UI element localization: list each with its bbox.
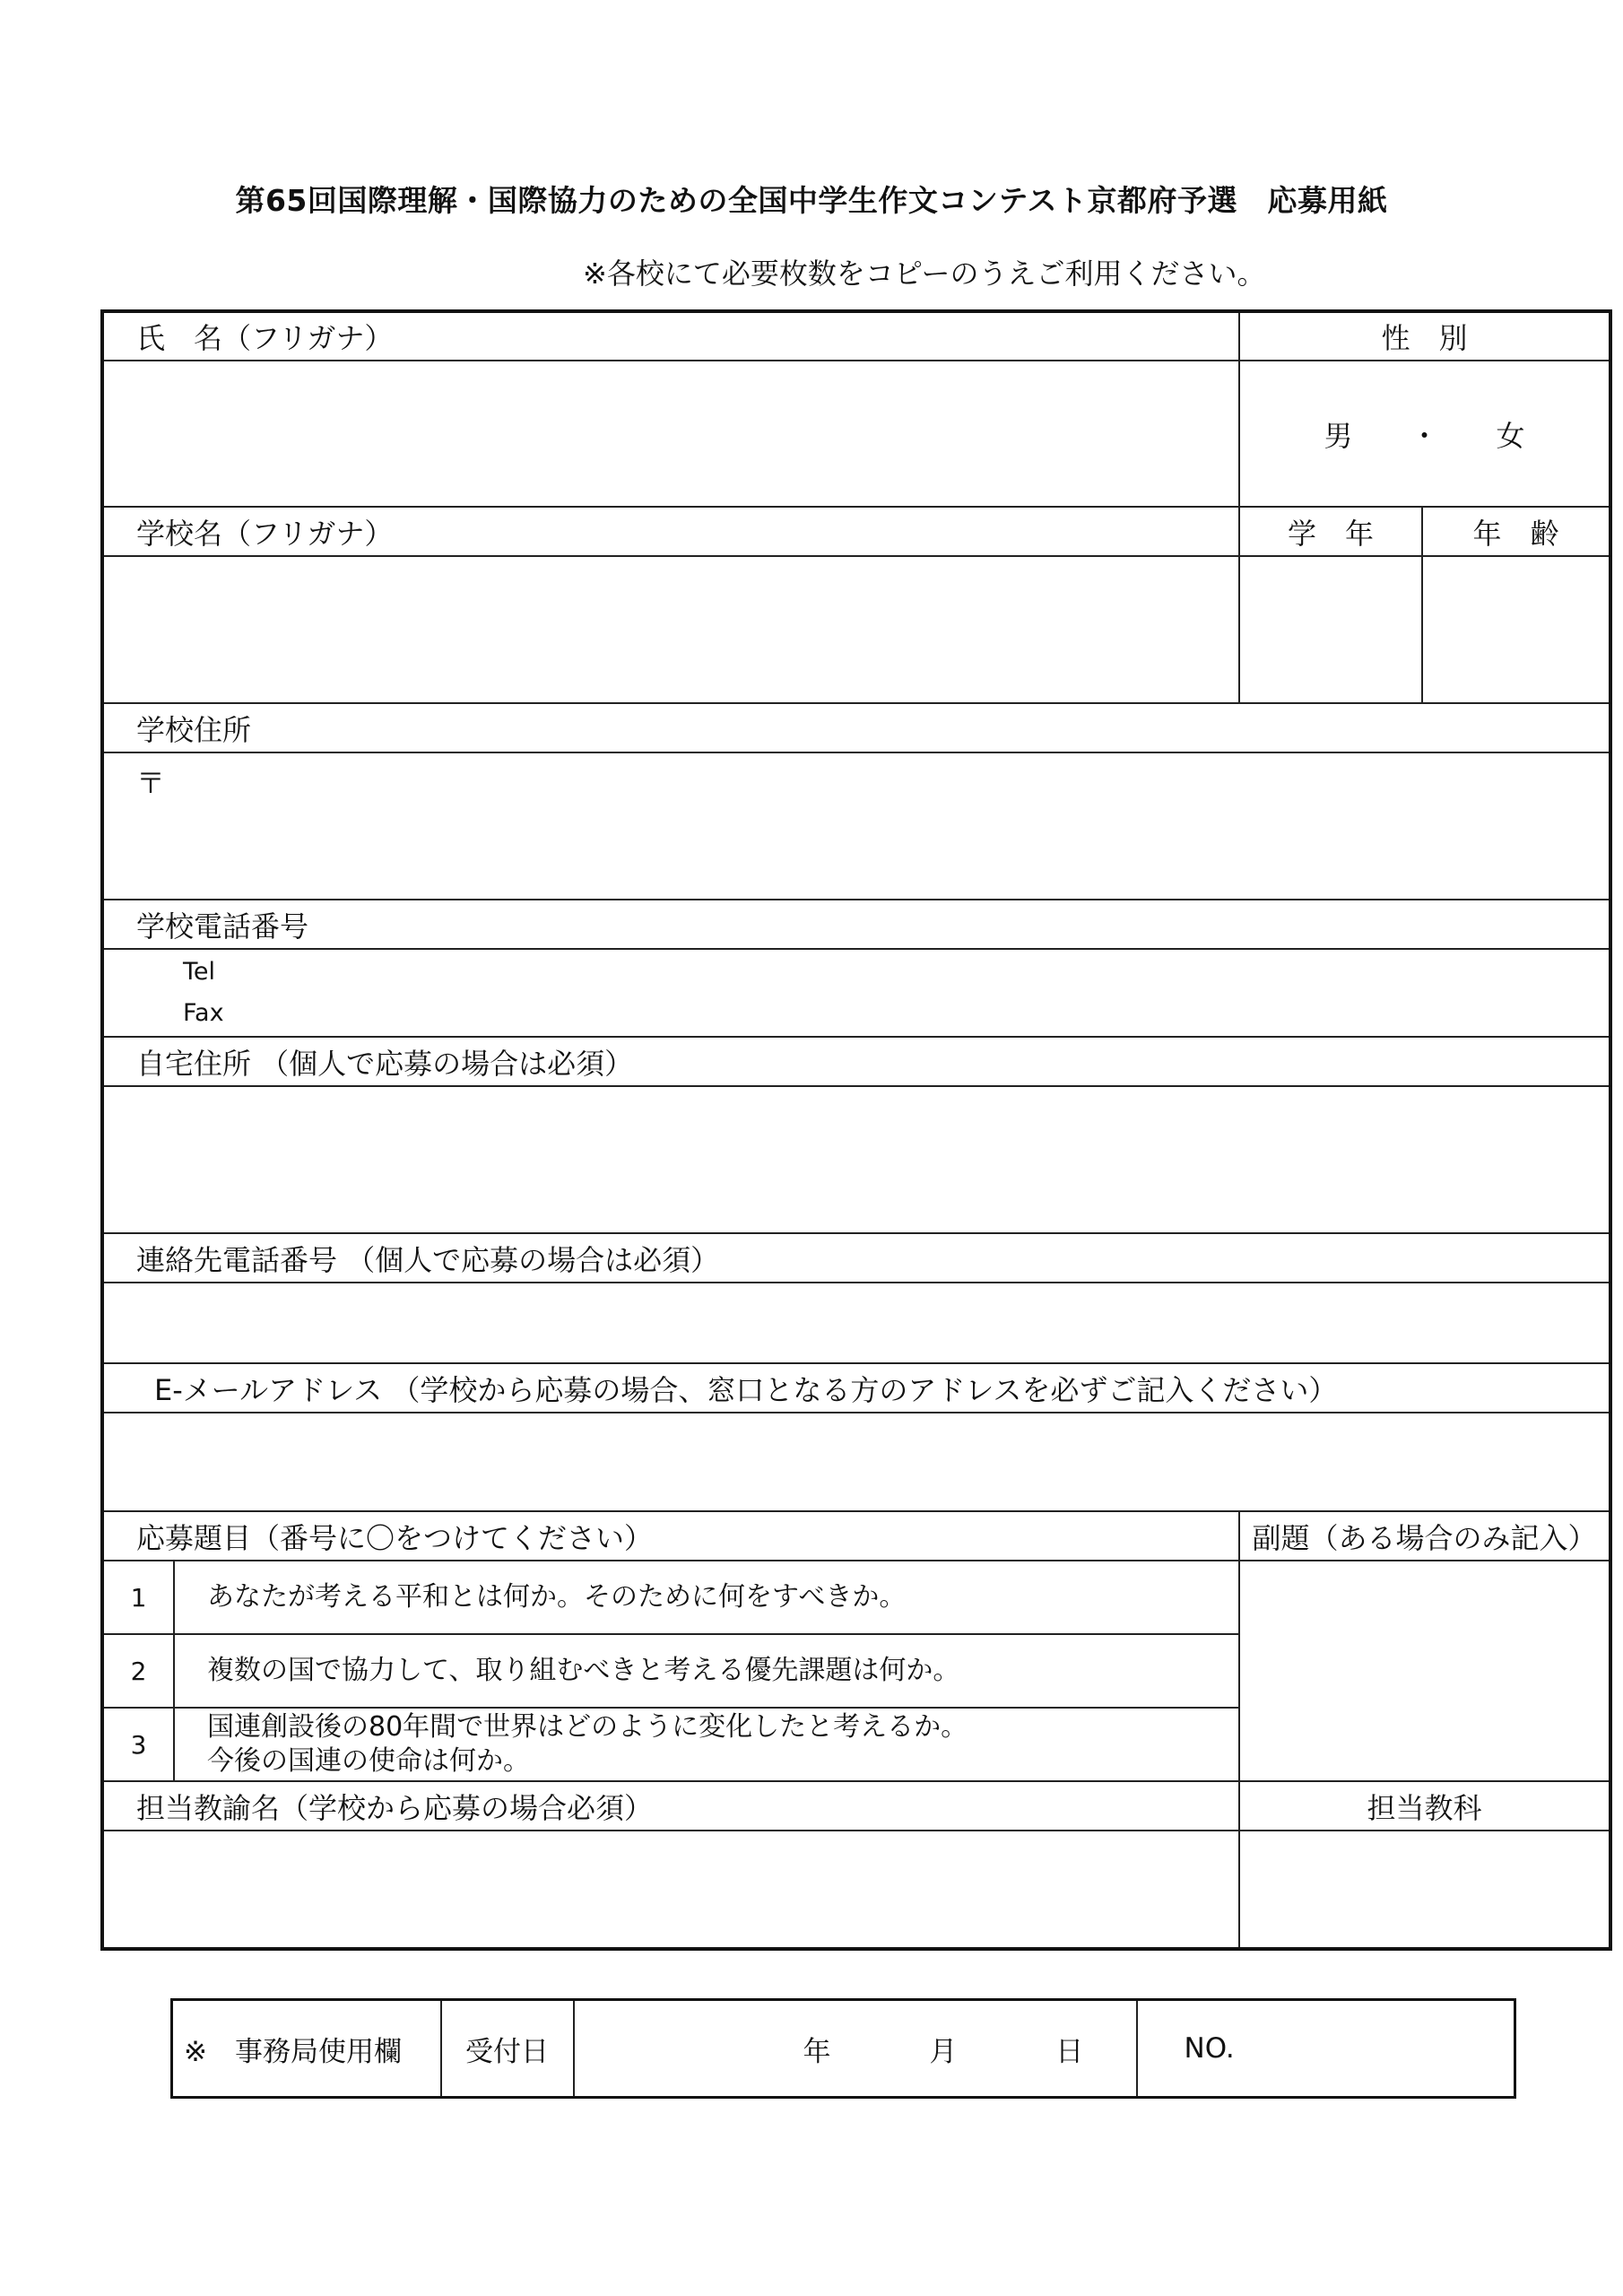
theme-label: 応募題目（番号に〇をつけてください） xyxy=(102,1511,1239,1561)
tel-label: Tel xyxy=(183,958,216,986)
school-name-field[interactable] xyxy=(102,556,1239,703)
subject-label: 担当教科 xyxy=(1239,1781,1610,1831)
fax-label: Fax xyxy=(183,999,224,1027)
school-name-label: 学校名（フリガナ） xyxy=(102,507,1239,556)
age-label: 年 齢 xyxy=(1422,507,1610,556)
year-label: 年 xyxy=(803,2035,831,2068)
name-field[interactable] xyxy=(102,361,1239,507)
day-label: 日 xyxy=(1055,2035,1084,2068)
month-label: 月 xyxy=(929,2035,958,2068)
teacher-field[interactable] xyxy=(102,1831,1239,1949)
grade-label: 学 年 xyxy=(1239,507,1422,556)
form-title: 第65回国際理解・国際協力のための全国中学生作文コンテスト京都府予選 応募用紙 xyxy=(235,183,1388,218)
office-use-box xyxy=(170,1998,1516,2099)
gender-label: 性 別 xyxy=(1239,311,1610,361)
contact-phone-label: 連絡先電話番号 （個人で応募の場合は必須） xyxy=(102,1233,1610,1283)
application-form xyxy=(100,309,1612,1951)
theme-number-2[interactable]: 2 xyxy=(102,1634,174,1708)
number-label: NO. xyxy=(1184,2032,1235,2065)
teacher-label: 担当教諭名（学校から応募の場合必須） xyxy=(102,1781,1239,1831)
theme-number-1[interactable]: 1 xyxy=(102,1561,174,1634)
received-date-field[interactable] xyxy=(574,2000,1137,2098)
theme-number-3[interactable]: 3 xyxy=(102,1708,174,1781)
theme-text-3-line2: 今後の国連の使命は何か。 xyxy=(207,1745,530,1777)
theme-text-1: あなたが考える平和とは何か。そのために何をすべきか。 xyxy=(174,1561,1239,1634)
subtitle-label: 副題（ある場合のみ記入） xyxy=(1239,1511,1610,1561)
copy-note: ※各校にて必要枚数をコピーのうえご利用ください。 xyxy=(583,257,1266,291)
grade-field[interactable] xyxy=(1239,556,1422,703)
school-phone-field[interactable] xyxy=(102,949,1610,1037)
school-address-field[interactable] xyxy=(102,752,1610,900)
office-number-field[interactable] xyxy=(1137,2000,1515,2098)
email-field[interactable] xyxy=(102,1413,1610,1511)
contact-phone-field[interactable] xyxy=(102,1283,1610,1363)
home-address-label: 自宅住所 （個人で応募の場合は必須） xyxy=(102,1037,1610,1086)
email-label: E-メールアドレス （学校から応募の場合、窓口となる方のアドレスを必ずご記入ください） xyxy=(102,1363,1610,1413)
gender-field[interactable]: 男 ・ 女 xyxy=(1239,361,1610,507)
name-label: 氏 名（フリガナ） xyxy=(102,311,1239,361)
office-use-label: ※ 事務局使用欄 xyxy=(172,2000,441,2098)
school-address-label: 学校住所 xyxy=(102,703,1610,752)
age-field[interactable] xyxy=(1422,556,1610,703)
theme-text-2: 複数の国で協力して、取り組むべきと考える優先課題は何か。 xyxy=(174,1634,1239,1708)
subtitle-field[interactable] xyxy=(1239,1561,1610,1781)
subject-field[interactable] xyxy=(1239,1831,1610,1949)
postal-mark: 〒 xyxy=(136,766,166,800)
received-date-label: 受付日 xyxy=(441,2000,574,2098)
theme-text-3 xyxy=(174,1708,1239,1781)
school-phone-label: 学校電話番号 xyxy=(102,900,1610,949)
home-address-field[interactable] xyxy=(102,1086,1610,1233)
theme-text-3-line1: 国連創設後の80年間で世界はどのように変化したと考えるか。 xyxy=(207,1711,968,1743)
